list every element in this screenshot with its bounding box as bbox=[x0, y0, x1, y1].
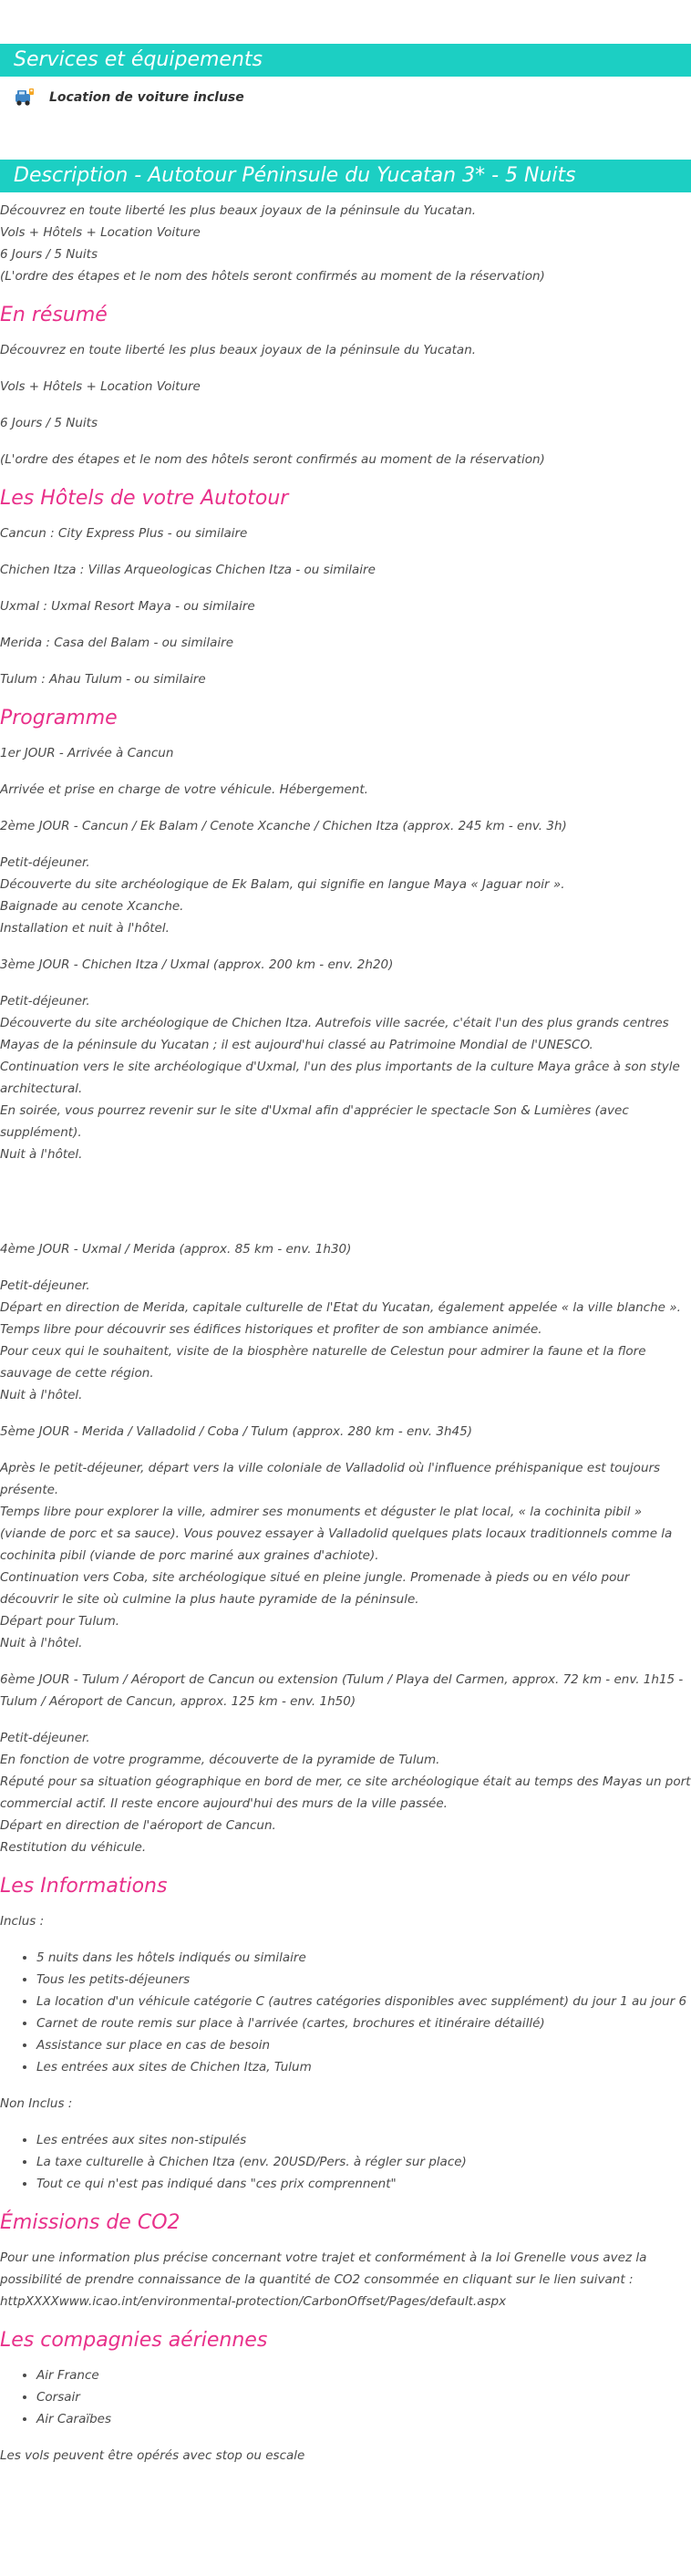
day-line: Continuation vers Coba, site archéologique situé en pleine jungle. Promenade à pieds ou en vélo pour découvrir le site où culmine la plus haute pyramide de la péninsule. bbox=[0, 1570, 630, 1607]
day-line: Découverte du site archéologique de Chichen Itza. Autrefois ville sacrée, c'était l'un des plus grands centres Mayas de la péninsule du Yucatan ; il est aujourd'hui classé au Patrimoine Mondial de l'UNESCO. bbox=[0, 1016, 669, 1052]
day-line: Petit-déjeuner. bbox=[0, 1278, 90, 1293]
resume-line: Vols + Hôtels + Location Voiture bbox=[0, 379, 201, 394]
description-section-title: Description - Autotour Péninsule du Yucatan 3* - 5 Nuits bbox=[0, 160, 691, 192]
service-item-label: Location de voiture incluse bbox=[49, 90, 244, 105]
day-title: 2ème JOUR - Cancun / Ek Balam / Cenote Xcanche / Chichen Itza (approx. 245 km - env. 3h) bbox=[0, 819, 567, 833]
day-line: Nuit à l'hôtel. bbox=[0, 1147, 83, 1162]
hotels-heading: Les Hôtels de votre Autotour bbox=[0, 487, 289, 510]
day-line: Petit-déjeuner. bbox=[0, 1731, 90, 1745]
day-body bbox=[0, 990, 691, 1165]
day-line: Petit-déjeuner. bbox=[0, 855, 90, 870]
day-line: Réputé pour sa situation géographique en bord de mer, ce site archéologique était au temps des Mayas un port commercial actif. Il reste encore aujourd'hui des murs de la ville passée. bbox=[0, 1774, 691, 1811]
day-line: Départ en direction de Merida, capitale culturelle de l'Etat du Yucatan, également appelée « la ville blanche ». bbox=[0, 1300, 681, 1315]
list-item: • Carnet de route remis sur place à l'arrivée (cartes, brochures et itinéraire détaillé) bbox=[36, 2012, 691, 2034]
day-body bbox=[0, 1275, 691, 1406]
intro-line: 6 Jours / 5 Nuits bbox=[0, 247, 98, 262]
inclus-label: Inclus : bbox=[0, 1914, 45, 1929]
day-title: 6ème JOUR - Tulum / Aéroport de Cancun ou extension (Tulum / Playa del Carmen, approx. 72 km - env. 1h15 - Tulum / Aéroport de Cancun, approx. 125 km - env. 1h50) bbox=[0, 1672, 684, 1709]
airline-item: • Air Caraïbes bbox=[36, 2408, 691, 2430]
description-intro bbox=[0, 200, 691, 287]
resume-line: 6 Jours / 5 Nuits bbox=[0, 416, 98, 430]
day-title: 3ème JOUR - Chichen Itza / Uxmal (approx. 200 km - env. 2h20) bbox=[0, 957, 394, 972]
day-line: Baignade au cenote Xcanche. bbox=[0, 899, 184, 914]
services-section-title: Services et équipements bbox=[0, 44, 691, 77]
airline-item: • Air France bbox=[36, 2364, 691, 2386]
informations-block bbox=[0, 1910, 691, 2195]
hotel-line: Tulum : Ahau Tulum - ou similaire bbox=[0, 672, 206, 687]
inclus-list bbox=[0, 1947, 691, 2078]
day-line: Temps libre pour découvrir ses édifices historiques et profiter de son ambiance animée. bbox=[0, 1322, 542, 1337]
day-line: Petit-déjeuner. bbox=[0, 994, 90, 1009]
day-line: Nuit à l'hôtel. bbox=[0, 1388, 83, 1402]
day-line: Découverte du site archéologique de Ek Balam, qui signifie en langue Maya « Jaguar noir ». bbox=[0, 877, 565, 892]
day-body bbox=[0, 1727, 691, 1858]
list-item: • Les entrées aux sites de Chichen Itza, Tulum bbox=[36, 2056, 691, 2078]
day-title: 4ème JOUR - Uxmal / Merida (approx. 85 km - env. 1h30) bbox=[0, 1242, 352, 1257]
list-item: • La location d'un véhicule catégorie C (autres catégories disponibles avec supplément) du jour 1 au jour 6 bbox=[36, 1991, 691, 2012]
day-line: Continuation vers le site archéologique d'Uxmal, l'un des plus importants de la culture Maya grâce à son style architectural. bbox=[0, 1060, 680, 1096]
service-item-car-rental bbox=[0, 81, 691, 114]
resume-heading: En résumé bbox=[0, 304, 108, 326]
day-line: En fonction de votre programme, découverte de la pyramide de Tulum. bbox=[0, 1753, 440, 1767]
list-item: • La taxe culturelle à Chichen Itza (env. 20USD/Pers. à régler sur place) bbox=[36, 2151, 691, 2173]
day-body bbox=[0, 852, 691, 939]
hotel-line: Merida : Casa del Balam - ou similaire bbox=[0, 636, 234, 650]
day-line: Pour ceux qui le souhaitent, visite de la biosphère naturelle de Celestun pour admirer la faune et la flore sauvage de cette région. bbox=[0, 1344, 646, 1381]
day-line: Départ en direction de l'aéroport de Cancun. bbox=[0, 1818, 276, 1833]
day-line: Installation et nuit à l'hôtel. bbox=[0, 921, 170, 936]
car-icon bbox=[13, 86, 36, 109]
co2-heading: Émissions de CO2 bbox=[0, 2211, 180, 2234]
hotel-line: Cancun : City Express Plus - ou similaire bbox=[0, 526, 248, 541]
airline-item: • Corsair bbox=[36, 2386, 691, 2408]
day-line: Nuit à l'hôtel. bbox=[0, 1636, 83, 1650]
day-title: 5ème JOUR - Merida / Valladolid / Coba / Tulum (approx. 280 km - env. 3h45) bbox=[0, 1424, 472, 1439]
day-line: Temps libre pour explorer la ville, admirer ses monuments et déguster le plat local, « la cochinita pibil » (viande de porc et sa sauce). Vous pouvez essayer à Valladolid quelques plats locaux traditionnels comme la cochinita pibil (viande de porc mariné aux graines d'achiote). bbox=[0, 1505, 673, 1563]
resume-line: (L'ordre des étapes et le nom des hôtels seront confirmés au moment de la réservation) bbox=[0, 452, 545, 467]
resume-line: Découvrez en toute liberté les plus beaux joyaux de la péninsule du Yucatan. bbox=[0, 343, 477, 357]
list-item: • Tout ce qui n'est pas indiqué dans "ces prix comprennent" bbox=[36, 2173, 691, 2195]
resume-block bbox=[0, 339, 691, 471]
list-item: • Tous les petits-déjeuners bbox=[36, 1969, 691, 1991]
hotel-line: Uxmal : Uxmal Resort Maya - ou similaire bbox=[0, 599, 255, 614]
informations-heading: Les Informations bbox=[0, 1875, 168, 1898]
page bbox=[0, 44, 691, 2467]
hotels-block bbox=[0, 522, 691, 690]
co2-link[interactable]: httpXXXXwww.icao.int/environmental-protection/CarbonOffset/Pages/default.aspx bbox=[0, 2294, 507, 2309]
programme-heading: Programme bbox=[0, 707, 118, 729]
day-line: Après le petit-déjeuner, départ vers la ville coloniale de Valladolid où l'influence préhispanique est toujours présente. bbox=[0, 1461, 661, 1497]
airlines-note: Les vols peuvent être opérés avec stop ou escale bbox=[0, 2448, 305, 2463]
co2-block bbox=[0, 2247, 691, 2312]
co2-text: Pour une information plus précise concernant votre trajet et conformément à la loi Grenelle vous avez la possibilité de prendre connaissance de la quantité de CO2 consommée en cliquant sur le lien suivant : bbox=[0, 2250, 647, 2287]
non-inclus-list bbox=[0, 2129, 691, 2195]
day-line: Départ pour Tulum. bbox=[0, 1614, 120, 1629]
day-line: Restitution du véhicule. bbox=[0, 1840, 147, 1855]
day-text: Arrivée et prise en charge de votre véhicule. Hébergement. bbox=[0, 782, 368, 797]
list-item: • Les entrées aux sites non-stipulés bbox=[36, 2129, 691, 2151]
day-line: En soirée, vous pourrez revenir sur le site d'Uxmal afin d'apprécier le spectacle Son & Lumières (avec supplément). bbox=[0, 1103, 629, 1140]
hotel-line: Chichen Itza : Villas Arqueologicas Chichen Itza - ou similaire bbox=[0, 563, 376, 577]
airlines-block bbox=[0, 2364, 691, 2467]
day-body bbox=[0, 1457, 691, 1654]
list-item: • Assistance sur place en cas de besoin bbox=[36, 2034, 691, 2056]
airlines-heading: Les compagnies aériennes bbox=[0, 2329, 268, 2352]
intro-line: Découvrez en toute liberté les plus beaux joyaux de la péninsule du Yucatan. bbox=[0, 203, 477, 218]
programme-block bbox=[0, 742, 691, 1858]
intro-line: Vols + Hôtels + Location Voiture bbox=[0, 225, 201, 240]
day-title: 1er JOUR - Arrivée à Cancun bbox=[0, 746, 174, 760]
intro-line: (L'ordre des étapes et le nom des hôtels seront confirmés au moment de la réservation) bbox=[0, 269, 545, 284]
non-inclus-label: Non Inclus : bbox=[0, 2096, 73, 2111]
airlines-list bbox=[0, 2364, 691, 2430]
list-item: • 5 nuits dans les hôtels indiqués ou similaire bbox=[36, 1947, 691, 1969]
